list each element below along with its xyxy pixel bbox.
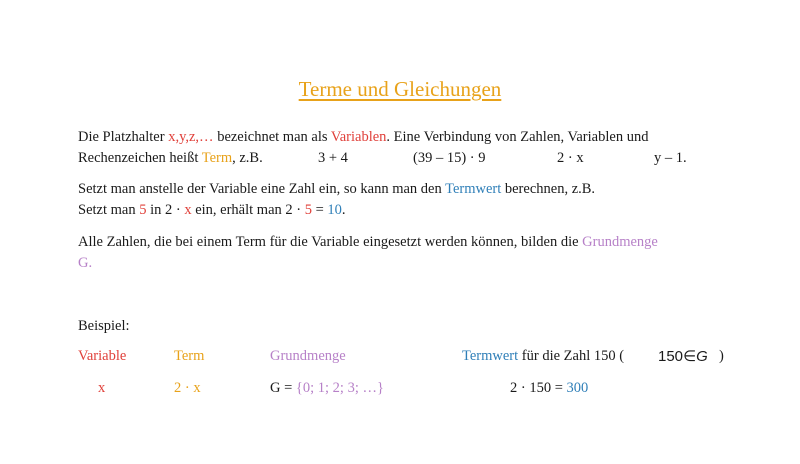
- para1-line1: [78, 127, 648, 148]
- text: ein, erhält man 2 ·: [191, 202, 305, 218]
- example-4: y – 1.: [654, 150, 687, 166]
- variable-x: x: [184, 202, 192, 218]
- formula-number: 150∈: [658, 348, 697, 365]
- text: .: [88, 255, 93, 271]
- para3-line2: [78, 253, 92, 274]
- text: , z.B.: [232, 150, 263, 166]
- para3-line1: [78, 232, 658, 253]
- grundmenge-g: G: [78, 255, 89, 271]
- text: berechnen, z.B.: [501, 181, 596, 197]
- row-grundmenge: [270, 378, 384, 399]
- termwert-term: Termwert: [445, 181, 502, 197]
- text: Alle Zahlen, die bei einem Term für die Variable eingesetzt werden können, bilden die: [78, 234, 583, 250]
- term-term: Term: [201, 150, 233, 166]
- row-term: 2 · x: [174, 380, 201, 396]
- value-five: 5: [139, 202, 147, 218]
- grundmenge-term: Grundmenge: [582, 234, 658, 250]
- text: .: [341, 202, 346, 218]
- para1-line2: [78, 148, 263, 169]
- row-termwert: [510, 378, 588, 399]
- para2-line2: [78, 200, 346, 221]
- text: . Eine Verbindung von Zahlen, Variablen und: [386, 129, 649, 145]
- text: für die Zahl 150 (: [518, 348, 625, 364]
- example-1: 3 + 4: [318, 150, 348, 166]
- text: Setzt man anstelle der Variable eine Zahl ein, so kann man den: [78, 181, 446, 197]
- header-grundmenge: Grundmenge: [270, 348, 346, 364]
- variablen-term: Variablen: [330, 129, 387, 145]
- result-ten: 10: [327, 202, 342, 218]
- text: G =: [270, 380, 296, 396]
- close-paren: ): [719, 348, 724, 364]
- example-3: 2 · x: [557, 150, 584, 166]
- text: =: [311, 202, 328, 218]
- set-values: {0; 1; 2; 3; …}: [295, 380, 384, 396]
- text: 2 · 150 =: [510, 380, 567, 396]
- text: Setzt man: [78, 202, 140, 218]
- value-five: 5: [304, 202, 312, 218]
- para2-line1: [78, 179, 595, 200]
- text: in 2 ·: [146, 202, 185, 218]
- formula-g: G: [696, 348, 708, 365]
- row-variable: x: [98, 380, 106, 396]
- result-value: 300: [566, 380, 589, 396]
- header-termwert: [462, 346, 624, 367]
- text: bezeichnet man als: [213, 129, 331, 145]
- text: Die Platzhalter: [78, 129, 169, 145]
- example-2: (39 – 15) · 9: [413, 150, 486, 166]
- header-term: Term: [174, 348, 205, 364]
- text: Rechenzeichen heißt: [78, 150, 202, 166]
- formula-element-of: [658, 346, 708, 367]
- page-title: Terme und Gleichungen: [298, 77, 502, 101]
- termwert-term: Termwert: [462, 348, 519, 364]
- beispiel-label: Beispiel:: [78, 318, 130, 334]
- variables-example: x,y,z,…: [168, 129, 214, 145]
- header-variable: Variable: [78, 348, 127, 364]
